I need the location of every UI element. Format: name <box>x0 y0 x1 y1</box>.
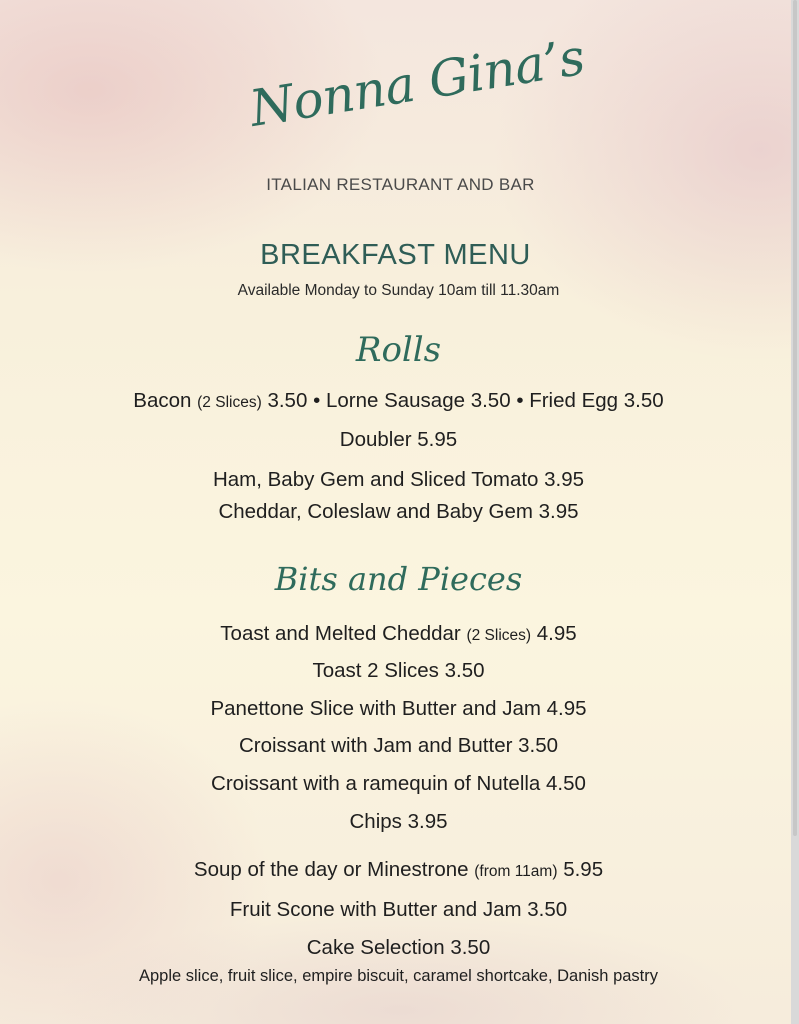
item-name: Soup of the day or Minestrone <box>193 858 469 881</box>
menu-item: Croissant with Jam and Butter 3.50 <box>238 734 559 757</box>
item-note: (from 11am) <box>474 863 558 880</box>
menu-item: Doubler 5.95 <box>339 428 458 451</box>
brand-logo <box>245 27 589 175</box>
rolls-line-bacon-sausage-egg <box>0 389 797 413</box>
section-title-bits-and-pieces: Bits and Pieces <box>274 560 523 598</box>
scrollbar-thumb[interactable] <box>793 0 797 836</box>
item-lorne-sausage: Lorne Sausage 3.50 <box>325 389 511 412</box>
item-price: 5.95 <box>563 858 604 881</box>
item-price: 4.95 <box>536 622 577 645</box>
menu-item: Ham, Baby Gem and Sliced Tomato 3.95 <box>212 468 585 491</box>
restaurant-subtitle: ITALIAN RESTAURANT AND BAR <box>266 175 535 194</box>
separator-dot: • <box>313 389 321 412</box>
menu-item: Croissant with a ramequin of Nutella 4.50 <box>211 772 586 795</box>
separator-dot: • <box>516 389 524 412</box>
item-fried-egg: Fried Egg 3.50 <box>529 389 664 412</box>
menu-item-description: Apple slice, fruit slice, empire biscuit, caramel shortcake, Danish pastry <box>138 967 659 985</box>
item-note: (2 Slices) <box>466 627 532 644</box>
restaurant-name: Nonna Gina’s <box>245 27 589 138</box>
menu-availability: Available Monday to Sunday 10am till 11.30am <box>237 282 560 299</box>
menu-item: Toast 2 Slices 3.50 <box>312 659 485 682</box>
menu-title: BREAKFAST MENU <box>260 239 531 271</box>
menu-item: Fruit Scone with Butter and Jam 3.50 <box>229 898 568 921</box>
item-name: Toast and Melted Cheddar <box>220 622 461 645</box>
menu-item-soup <box>0 858 797 882</box>
scrollbar[interactable] <box>791 0 799 1024</box>
menu-item: Cake Selection 3.50 <box>306 936 491 959</box>
menu-item: Cheddar, Coleslaw and Baby Gem 3.95 <box>218 500 579 523</box>
item-bacon-price: 3.50 <box>267 389 308 412</box>
menu-item-toast-cheddar <box>0 622 797 646</box>
menu-item: Chips 3.95 <box>349 810 448 833</box>
menu-item: Panettone Slice with Butter and Jam 4.95 <box>210 697 587 720</box>
item-bacon: Bacon <box>133 389 192 412</box>
section-title-rolls: Rolls <box>355 330 442 370</box>
item-bacon-note: (2 Slices) <box>197 394 262 411</box>
